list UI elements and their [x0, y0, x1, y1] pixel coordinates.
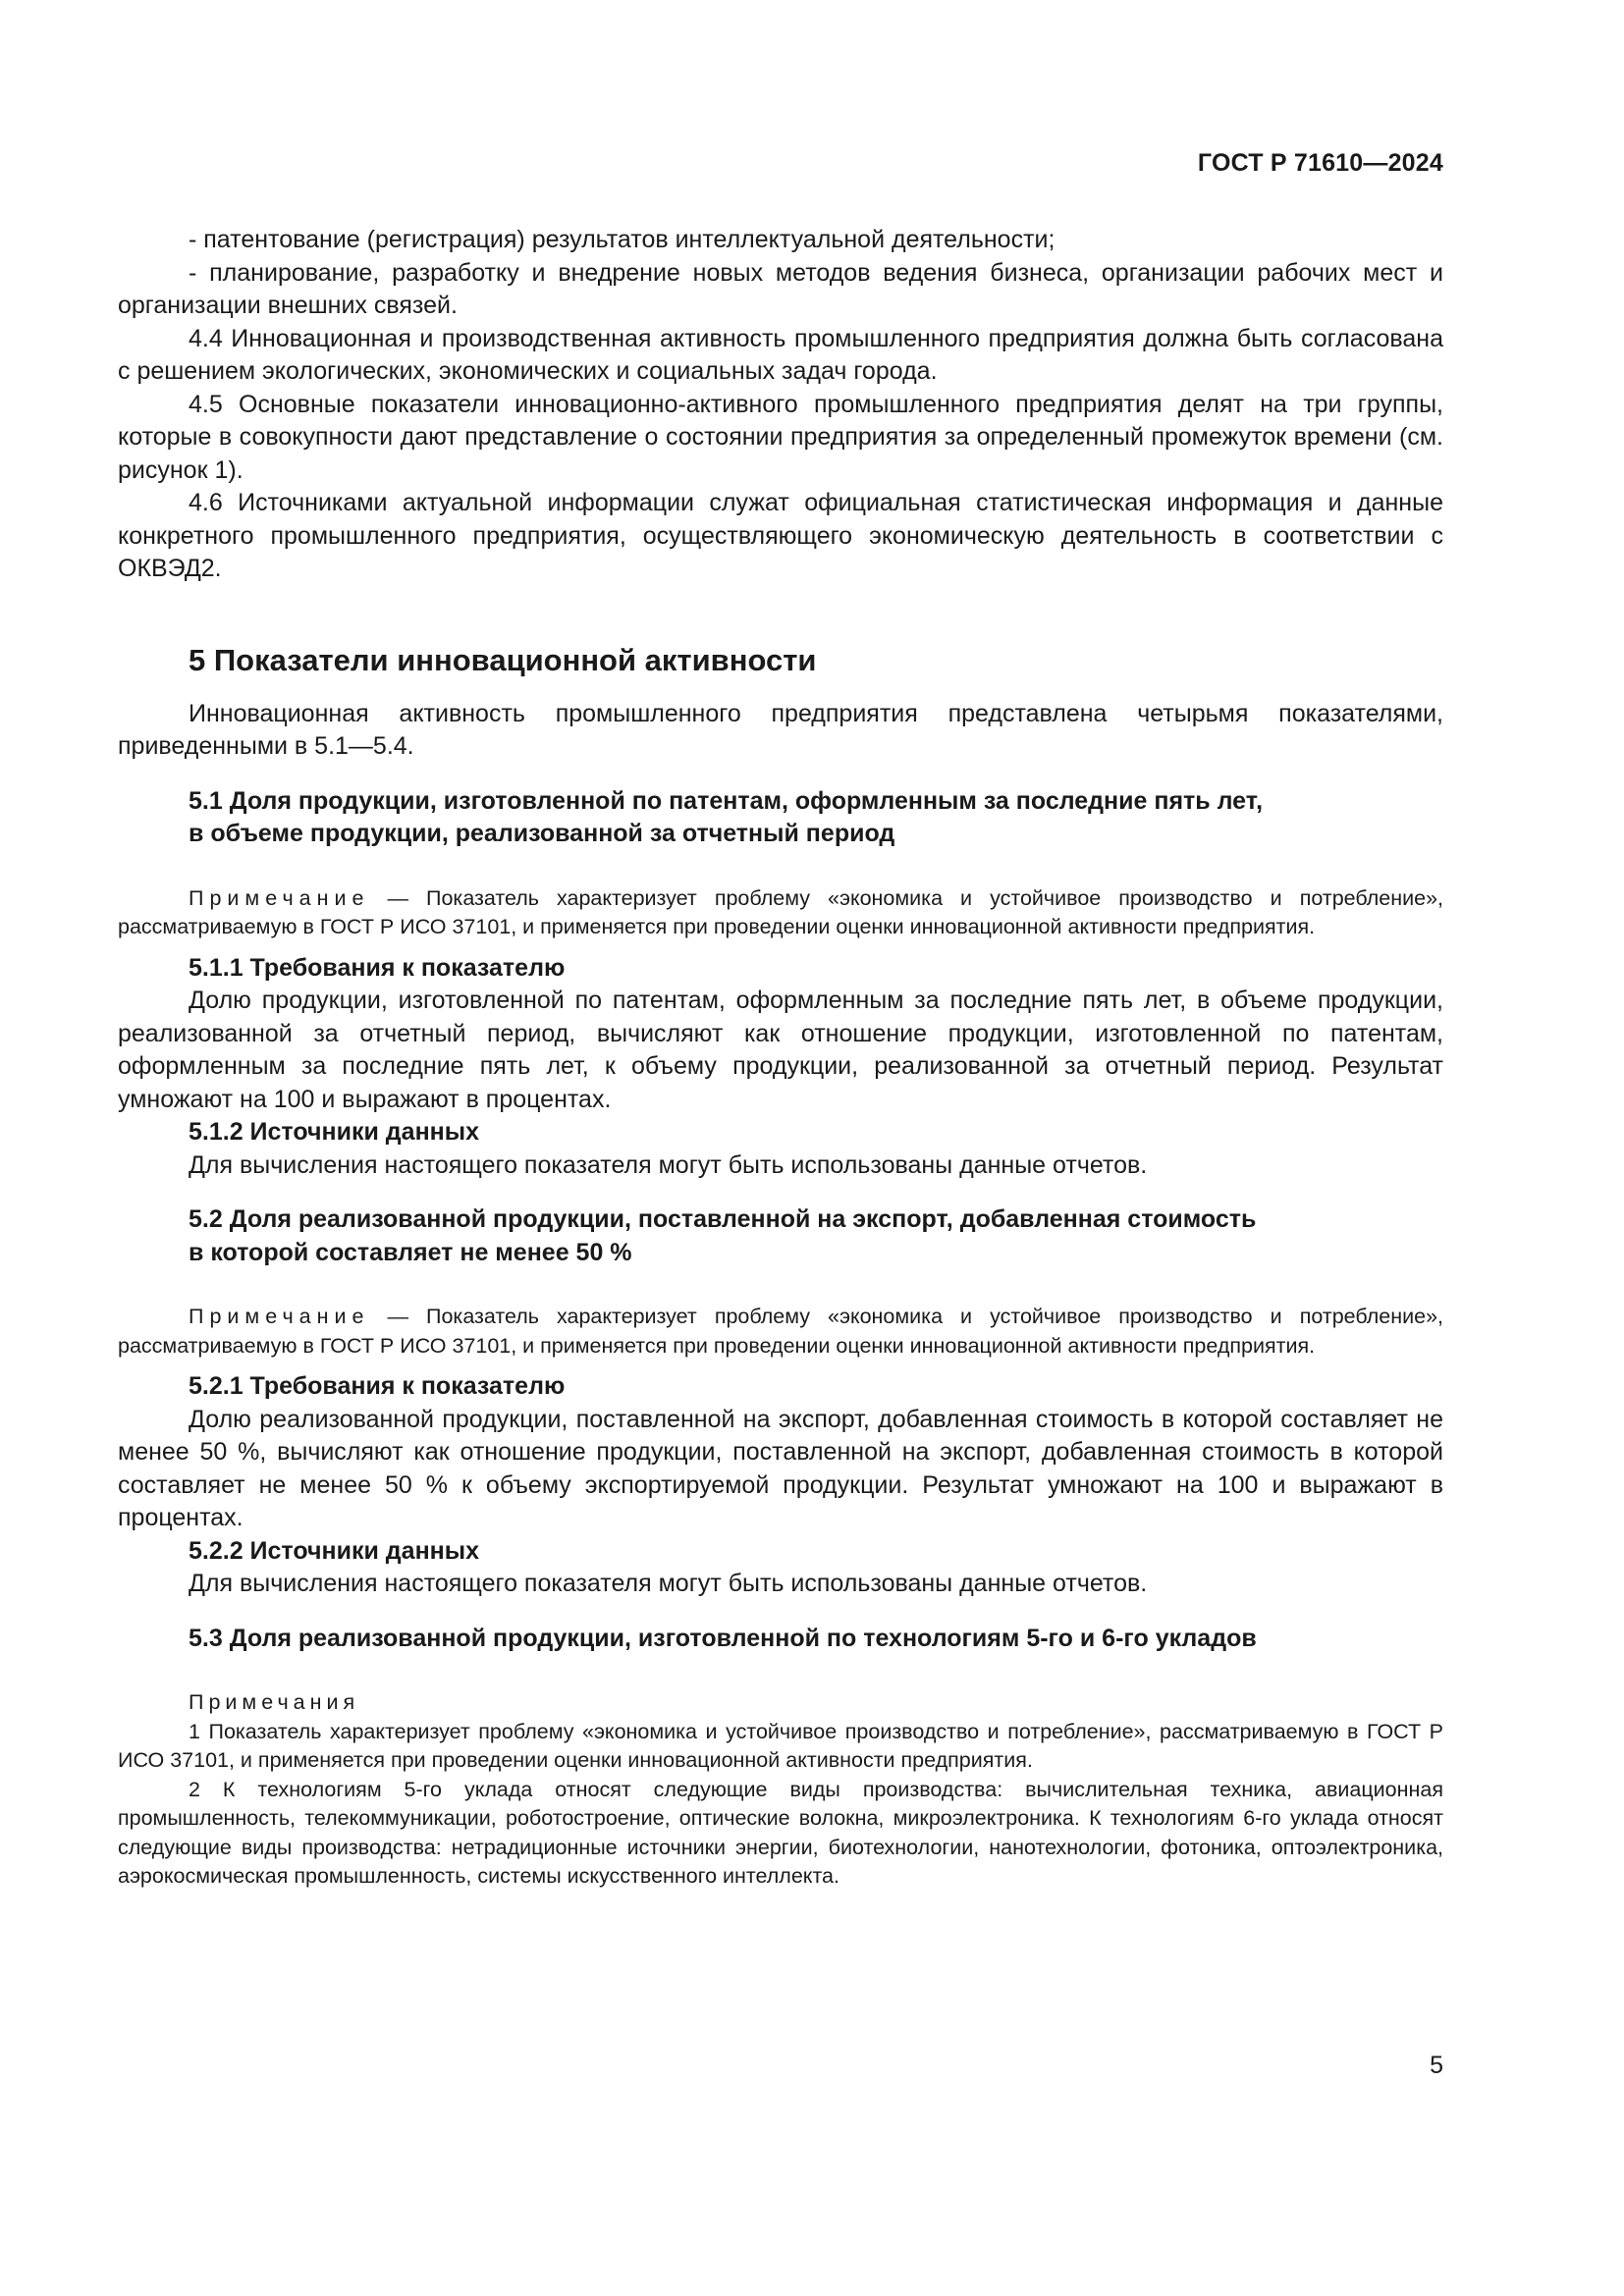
section-5-3-notes-label: Примечания: [189, 1690, 360, 1714]
section-5-3-title: 5.3 Доля реализованной продукции, изготовленной по технологиям 5-го и 6-го укладов: [189, 1624, 1257, 1652]
section-5-1-title: [118, 785, 1443, 851]
section-5-intro: Инновационная активность промышленного предприятия представлена четырьмя показателями, приведенными в 5.1—5.4.: [118, 699, 1443, 760]
section-5-title: 5 Показатели инновационной активности: [189, 642, 817, 677]
section-5-3-note-2: 2 К технологиям 5-го уклада относят следующие виды производства: вычислительная техника, авиационная промышленность, телекоммуникации, роботостроение, оптические волокна, микроэлектроника. К технологиям 6-го уклада относят следующие виды производства: нетрадиционные источники энергии, биотехнологии, нанотехнологии, фотоника, оптоэлектроника, аэрокосмическая промышленность, системы искусственного интеллекта.: [118, 1777, 1443, 1888]
paragraph-4-6: 4.6 Источниками актуальной информации служат официальная статистическая информация и данные конкретного промышленного предприятия, осуществляющего экономическую деятельность в соответствии с ОКВЭД2.: [118, 489, 1443, 582]
section-5-3-note-1: 1 Показатель характеризует проблему «экономика и устойчивое производство и потребление», рассматриваемую в ГОСТ Р ИСО 37101, и применяется при проведении оценки инновационной активности предприятия.: [118, 1719, 1443, 1772]
section-5-2-note: [118, 1303, 1443, 1361]
section-5-2-2-text: Для вычисления настоящего показателя могут быть использованы данные отчетов.: [189, 1570, 1148, 1597]
section-5-2-title: [118, 1203, 1443, 1269]
note-label: Примечание: [189, 885, 370, 910]
section-5-1-2-title: 5.1.2 Источники данных: [189, 1118, 480, 1146]
section-5-1-1-title: 5.1.1 Требования к показателю: [189, 953, 566, 982]
page-number: 5: [1430, 2052, 1443, 2079]
paragraph-4-4: 4.4 Инновационная и производственная активность промышленного предприятия должна быть согласована с решением экологических, экономических и социальных задач города.: [118, 324, 1443, 385]
section-5-2-1-title: 5.2.1 Требования к показателю: [189, 1372, 566, 1400]
section-5-2-1-text: Долю реализованной продукции, поставленной на экспорт, добавленная стоимость в которой составляет не менее 50 %, вычисляют как отношение продукции, поставленной на экспорт, добавленная стоимость в которой составляет не менее 50 % к объему экспортируемой продукции. Результат умножают на 100 и выражают в процентах.: [118, 1405, 1443, 1531]
section-5-1-2-text: Для вычисления настоящего показателя могут быть использованы данные отчетов.: [189, 1150, 1148, 1179]
note-text: — Показатель характеризует проблему «экономика и устойчивое производство и потребление», рассматриваемую в ГОСТ Р ИСО 37101, и применяется при проведении оценки инновационной активности предприятия.: [118, 885, 1443, 938]
bullet-patenting: - патентование (регистрация) результатов интеллектуальной деятельности;: [189, 226, 1056, 253]
section-5-2-2-title: 5.2.2 Источники данных: [189, 1536, 480, 1565]
section-5-1-title-line2: в объеме продукции, реализованной за отчетный период: [189, 820, 895, 847]
paragraph-4-5: 4.5 Основные показатели инновационно-активного промышленного предприятия делят на три группы, которые в совокупности дают представление о состоянии предприятия за определенный промежуток времени (см. рисунок 1).: [118, 390, 1443, 484]
section-5-1-note: [118, 884, 1443, 942]
note-label: Примечание: [189, 1305, 370, 1328]
document-header: ГОСТ Р 71610—2024: [1197, 149, 1443, 177]
section-5-2-title-line2: в которой составляет не менее 50 %: [189, 1238, 632, 1266]
document-body: [118, 224, 1443, 1892]
section-5-1-title-line1: 5.1 Доля продукции, изготовленной по патентам, оформленным за последние пять лет,: [189, 786, 1264, 815]
bullet-planning: - планирование, разработку и внедрение новых методов ведения бизнеса, организации рабочих мест и организации внешних связей.: [118, 258, 1443, 319]
note-text: — Показатель характеризует проблему «экономика и устойчивое производство и потребление», рассматриваемую в ГОСТ Р ИСО 37101, и применяется при проведении оценки инновационной активности предприятия.: [118, 1305, 1443, 1358]
section-5-2-title-line1: 5.2 Доля реализованной продукции, поставленной на экспорт, добавленная стоимость: [189, 1205, 1257, 1233]
section-5-1-1-text: Долю продукции, изготовленной по патентам, оформленным за последние пять лет, в объеме продукции, реализованной за отчетный период, вычисляют как отношение продукции, изготовленной по патентам, оформленным за последние пять лет, к объему продукции, реализованной за отчетный период. Результат умножают на 100 и выражают в процентах.: [118, 987, 1443, 1113]
